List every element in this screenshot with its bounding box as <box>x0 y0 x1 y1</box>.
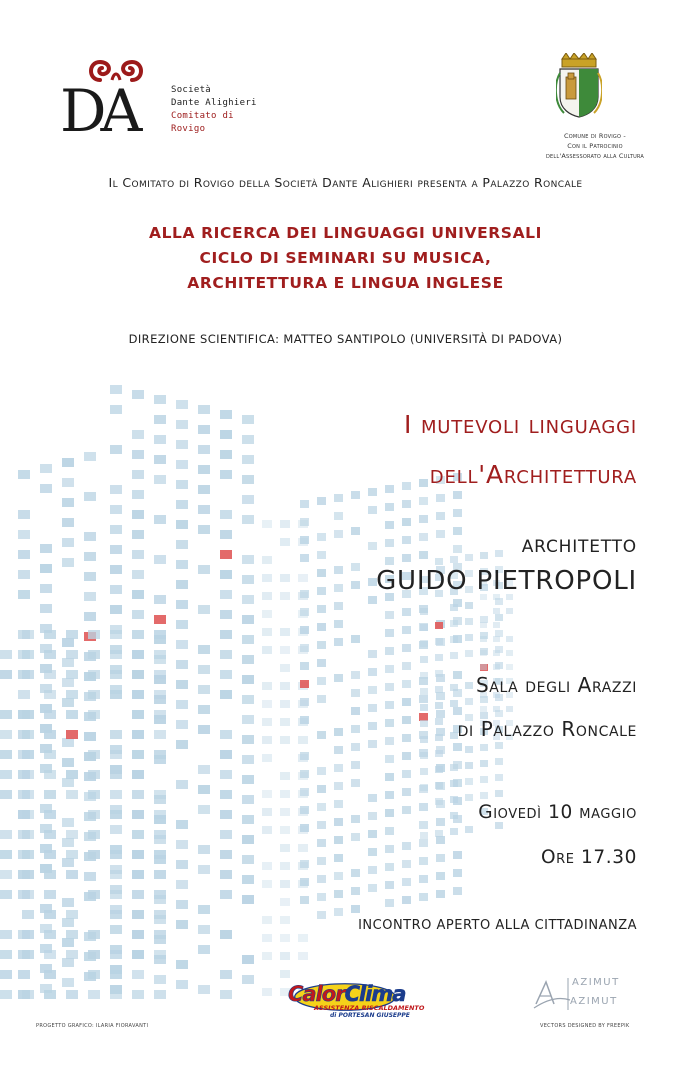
comune-line-3: dell'Assessorato alla Cultura <box>545 152 645 160</box>
society-line-2: Dante Alighieri <box>171 98 257 108</box>
comune-line-2: Con il Patrocinio <box>567 142 623 150</box>
venue <box>458 663 637 751</box>
calorclima-subtitle-1: ASSISTENZA RISCALDAMENTO <box>314 1004 425 1012</box>
graphic-design-credit: PROGETTO GRAFICO: ILARIA FIORAVANTI <box>36 1023 149 1029</box>
series-title-line-1: ALLA RICERCA DEI LINGUAGGI UNIVERSALI <box>148 224 543 242</box>
calorclima-part1: Calor <box>288 982 345 1006</box>
society-logo-letters: DA <box>60 77 137 145</box>
azimut-logo-icon <box>532 974 572 1014</box>
vectors-credit: VECTORS DESIGNED BY FREEPIK <box>540 1023 630 1029</box>
society-name <box>171 84 257 136</box>
azimut-line-2: AZIMUT <box>570 996 618 1007</box>
scientific-direction: DIREZIONE SCIENTIFICA: MATTEO SANTIPOLO (UNIVERSITÀ DI PADOVA) <box>128 332 563 346</box>
speaker-name: GUIDO PIETROPOLI <box>376 566 637 596</box>
society-line-4: Rovigo <box>171 124 206 134</box>
society-line-3: Comitato di <box>171 111 234 121</box>
calorclima-logo <box>288 982 405 1006</box>
azimut-line-1: AZIMUT <box>572 977 620 988</box>
event-time: Ore 17.30 <box>540 847 637 868</box>
series-title-line-2: CICLO DI SEMINARI SU MUSICA, <box>199 249 492 267</box>
series-title-line-3: ARCHITETTURA E LINGUA INGLESE <box>187 274 504 292</box>
event-title-line-1: I mutevoli linguaggi <box>404 410 637 439</box>
event-title <box>404 400 637 500</box>
calorclima-part2: Clima <box>344 982 406 1006</box>
event-title-line-2: dell'Architettura <box>429 460 637 489</box>
comune-line-1: Comune di Rovigo - <box>564 132 626 140</box>
series-title <box>0 221 691 296</box>
calorclima-subtitle-2: di PORTESAN GIUSEPPE <box>330 1012 410 1019</box>
speaker-role: ARCHITETTO <box>521 537 637 557</box>
event-date: Giovedì 10 maggio <box>478 802 637 823</box>
comune-text <box>520 131 670 161</box>
open-invitation: INCONTRO APERTO ALLA CITTADINANZA <box>358 918 637 933</box>
society-line-1: Società <box>171 85 212 95</box>
venue-line-1: Sala degli Arazzi <box>475 673 637 697</box>
comune-crest-icon <box>556 53 602 119</box>
intro-text: Il Comitato di Rovigo della Società Dante Alighieri presenta a Palazzo Roncale <box>108 175 583 190</box>
event-datetime <box>478 790 637 880</box>
venue-line-2: di Palazzo Roncale <box>457 717 637 741</box>
